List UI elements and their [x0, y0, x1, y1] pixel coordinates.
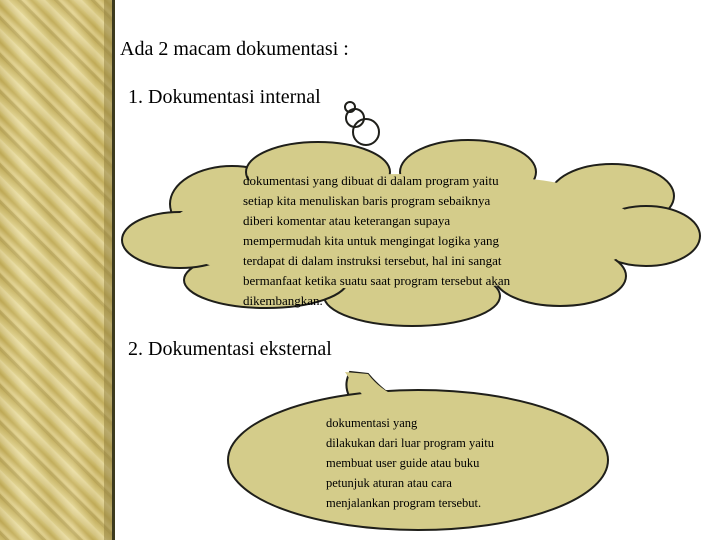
- internal-description-line: setiap kita menuliskan baris program sebaiknya: [243, 193, 491, 208]
- external-description: [326, 413, 494, 513]
- external-description-line: dilakukan dari luar program yaitu: [326, 436, 494, 450]
- external-description-line: menjalankan program tersebut.: [326, 496, 482, 510]
- internal-description-line: dokumentasi yang dibuat di dalam program yaitu: [243, 173, 499, 188]
- internal-description-line: mempermudah kita untuk mengingat logika yang: [243, 233, 499, 248]
- external-description-line: petunjuk aturan atau cara: [326, 476, 452, 490]
- internal-description: [243, 171, 510, 311]
- internal-description-line: diberi komentar atau keterangan supaya: [243, 213, 451, 228]
- slide-heading: Ada 2 macam dokumentasi :: [120, 38, 349, 60]
- internal-description-line: dikembangkan.: [243, 293, 323, 308]
- thought-cloud-tail: [345, 102, 379, 145]
- internal-description-line: bermanfaat ketika suatu saat program tersebut akan: [243, 273, 511, 288]
- external-description-line: membuat user guide atau buku: [326, 456, 480, 470]
- external-description-line: dokumentasi yang: [326, 416, 418, 430]
- internal-description-line: terdapat di dalam instruksi tersebut, hal ini sangat: [243, 253, 502, 268]
- item-internal-title: 1. Dokumentasi internal: [128, 86, 321, 108]
- item-external-title: 2. Dokumentasi eksternal: [128, 338, 332, 360]
